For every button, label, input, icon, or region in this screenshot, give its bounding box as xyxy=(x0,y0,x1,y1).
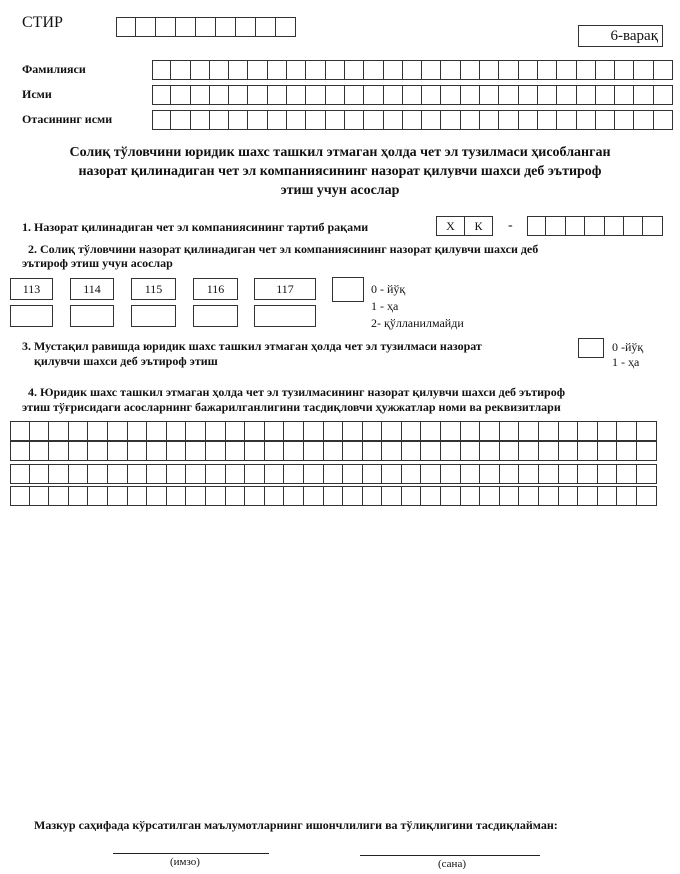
input-cell[interactable] xyxy=(500,464,520,484)
input-cell[interactable] xyxy=(637,486,657,506)
input-cell[interactable] xyxy=(598,441,618,461)
input-cell[interactable] xyxy=(108,441,128,461)
form-title-line-2: назорат қилинадиган чет эл компаниясининг назорат қилувчи шахси деб эътироф xyxy=(78,164,602,179)
input-cell[interactable] xyxy=(461,85,480,105)
input-cell[interactable] xyxy=(615,60,634,80)
input-cell[interactable] xyxy=(559,421,579,441)
input-cell[interactable] xyxy=(49,464,69,484)
input-cell[interactable] xyxy=(461,421,481,441)
input-cell[interactable] xyxy=(304,486,324,506)
input-cell[interactable] xyxy=(461,60,480,80)
input-cell[interactable] xyxy=(167,421,187,441)
input-cell[interactable] xyxy=(69,441,89,461)
input-cell[interactable] xyxy=(265,441,285,461)
input-cell[interactable] xyxy=(248,110,267,130)
input-cell[interactable] xyxy=(245,421,265,441)
input-cell[interactable] xyxy=(557,110,576,130)
input-cell[interactable] xyxy=(624,216,643,236)
prefix-cell-x xyxy=(436,216,465,236)
input-cell[interactable] xyxy=(206,441,226,461)
input-cell[interactable] xyxy=(326,60,345,80)
input-cell[interactable] xyxy=(637,464,657,484)
input-cell[interactable] xyxy=(363,421,383,441)
input-cell[interactable] xyxy=(191,110,210,130)
form-title-line-3: этиш учун асослар xyxy=(280,183,400,198)
input-cell[interactable] xyxy=(403,110,422,130)
input-cell[interactable] xyxy=(402,486,422,506)
input-cell[interactable] xyxy=(147,421,167,441)
input-cell[interactable] xyxy=(345,85,364,105)
input-cell[interactable] xyxy=(49,421,69,441)
confirmation-text: Мазкур саҳифада кўрсатилган маълумотларнинг ишончлилиги ва тўлиқлигини тасдиқлайман: xyxy=(34,818,558,832)
input-cell[interactable] xyxy=(216,17,236,37)
section-2-legend-0: 0 - йўқ xyxy=(371,282,406,296)
input-cell[interactable] xyxy=(441,464,461,484)
input-cell[interactable] xyxy=(596,85,615,105)
section-2-legend-2: 2- қўлланилмайди xyxy=(371,316,464,330)
input-cell[interactable] xyxy=(538,85,557,105)
input-cell[interactable] xyxy=(210,85,229,105)
input-cell[interactable] xyxy=(186,441,206,461)
surname-label: Фамилияси xyxy=(22,62,86,76)
input-cell[interactable] xyxy=(186,464,206,484)
input-cell[interactable] xyxy=(382,421,402,441)
input-cell[interactable] xyxy=(226,464,246,484)
input-cell[interactable] xyxy=(128,486,148,506)
section-4-label-line-2: этиш тўғрисидаги асосларнинг бажарилганлигини тасдиқловчи ҳужжатлар номи ва реквизитлари xyxy=(22,400,561,414)
input-cell[interactable] xyxy=(585,216,604,236)
section-3-label-line-1: 3. Мустақил равишда юридик шахс ташкил этмаган ҳолда чет эл тузилмаси назорат xyxy=(22,339,482,353)
input-cell[interactable] xyxy=(499,110,518,130)
input-cell[interactable] xyxy=(480,441,500,461)
input-cell[interactable] xyxy=(343,421,363,441)
input-cell[interactable] xyxy=(519,110,538,130)
section-3-legend-0: 0 -йўқ xyxy=(612,340,644,354)
input-cell[interactable] xyxy=(343,486,363,506)
input-cell[interactable] xyxy=(324,486,344,506)
input-cell[interactable] xyxy=(461,441,481,461)
input-cell[interactable] xyxy=(304,441,324,461)
code-113-value[interactable] xyxy=(10,305,53,327)
input-cell[interactable] xyxy=(519,464,539,484)
input-cell[interactable] xyxy=(615,110,634,130)
input-cell[interactable] xyxy=(617,464,637,484)
input-cell[interactable] xyxy=(461,464,481,484)
input-cell[interactable] xyxy=(500,486,520,506)
surname-field[interactable] xyxy=(152,60,673,80)
input-cell[interactable] xyxy=(382,464,402,484)
input-cell[interactable] xyxy=(499,60,518,80)
input-cell[interactable] xyxy=(248,85,267,105)
documents-row-4[interactable] xyxy=(10,486,657,506)
section-2-label-line-2: эътироф этиш учун асослар xyxy=(22,256,173,270)
code-115-text: 115 xyxy=(144,281,163,296)
input-cell[interactable] xyxy=(88,486,108,506)
input-cell[interactable] xyxy=(226,486,246,506)
input-cell[interactable] xyxy=(637,421,657,441)
serial-number-field[interactable] xyxy=(527,216,663,236)
input-cell[interactable] xyxy=(441,85,460,105)
section-2-answer-box[interactable] xyxy=(332,277,364,302)
input-cell[interactable] xyxy=(615,85,634,105)
input-cell[interactable] xyxy=(519,421,539,441)
input-cell[interactable] xyxy=(10,421,30,441)
input-cell[interactable] xyxy=(30,421,50,441)
input-cell[interactable] xyxy=(324,441,344,461)
input-cell[interactable] xyxy=(402,441,422,461)
input-cell[interactable] xyxy=(538,60,557,80)
input-cell[interactable] xyxy=(557,60,576,80)
input-cell[interactable] xyxy=(617,421,637,441)
input-cell[interactable] xyxy=(108,421,128,441)
input-cell[interactable] xyxy=(382,486,402,506)
input-cell[interactable] xyxy=(30,464,50,484)
input-cell[interactable] xyxy=(654,85,673,105)
code-114-text: 114 xyxy=(83,281,101,296)
input-cell[interactable] xyxy=(363,441,383,461)
input-cell[interactable] xyxy=(156,17,176,37)
input-cell[interactable] xyxy=(539,486,559,506)
input-cell[interactable] xyxy=(577,110,596,130)
code-114-value[interactable] xyxy=(70,305,114,327)
input-cell[interactable] xyxy=(578,486,598,506)
input-cell[interactable] xyxy=(147,441,167,461)
input-cell[interactable] xyxy=(519,85,538,105)
input-cell[interactable] xyxy=(539,441,559,461)
input-cell[interactable] xyxy=(421,486,441,506)
input-cell[interactable] xyxy=(167,441,187,461)
input-cell[interactable] xyxy=(245,464,265,484)
input-cell[interactable] xyxy=(480,60,499,80)
input-cell[interactable] xyxy=(557,85,576,105)
input-cell[interactable] xyxy=(403,60,422,80)
code-115-value[interactable] xyxy=(131,305,176,327)
input-cell[interactable] xyxy=(598,486,618,506)
input-cell[interactable] xyxy=(363,464,383,484)
date-caption: (сана) xyxy=(438,858,466,870)
input-cell[interactable] xyxy=(403,85,422,105)
documents-row-2[interactable] xyxy=(10,441,657,461)
section-4-label-line-1: 4. Юридик шахс ташкил этмаган ҳолда чет эл тузилмасининг назорат қилувчи шахси деб эътироф xyxy=(28,385,566,399)
input-cell[interactable] xyxy=(500,421,520,441)
input-cell[interactable] xyxy=(276,17,296,37)
documents-row-3[interactable] xyxy=(10,464,657,484)
input-cell[interactable] xyxy=(343,464,363,484)
input-cell[interactable] xyxy=(605,216,624,236)
input-cell[interactable] xyxy=(245,486,265,506)
input-cell[interactable] xyxy=(287,110,306,130)
input-cell[interactable] xyxy=(539,464,559,484)
input-cell[interactable] xyxy=(422,110,441,130)
input-cell[interactable] xyxy=(10,441,30,461)
input-cell[interactable] xyxy=(88,464,108,484)
patronymic-field[interactable] xyxy=(152,110,673,130)
prefix-cell-k-text: К xyxy=(474,218,483,233)
input-cell[interactable] xyxy=(578,464,598,484)
input-cell[interactable] xyxy=(229,85,248,105)
input-cell[interactable] xyxy=(566,216,585,236)
input-cell[interactable] xyxy=(527,216,546,236)
input-cell[interactable] xyxy=(441,486,461,506)
input-cell[interactable] xyxy=(236,17,256,37)
input-cell[interactable] xyxy=(324,464,344,484)
input-cell[interactable] xyxy=(326,85,345,105)
input-cell[interactable] xyxy=(559,464,579,484)
input-cell[interactable] xyxy=(441,60,460,80)
input-cell[interactable] xyxy=(210,60,229,80)
input-cell[interactable] xyxy=(88,441,108,461)
form-title-line-1: Солиқ тўловчини юридик шахс ташкил этмаган ҳолда чет эл тузилмаси ҳисобланган xyxy=(69,145,611,160)
input-cell[interactable] xyxy=(256,17,276,37)
input-cell[interactable] xyxy=(421,421,441,441)
input-cell[interactable] xyxy=(49,486,69,506)
input-cell[interactable] xyxy=(654,110,673,130)
input-cell[interactable] xyxy=(186,421,206,441)
input-cell[interactable] xyxy=(167,464,187,484)
code-116-text: 116 xyxy=(206,281,225,296)
input-cell[interactable] xyxy=(284,421,304,441)
input-cell[interactable] xyxy=(30,486,50,506)
section-3-answer-box[interactable] xyxy=(578,338,604,358)
input-cell[interactable] xyxy=(147,486,167,506)
input-cell[interactable] xyxy=(306,85,325,105)
input-cell[interactable] xyxy=(229,60,248,80)
input-cell[interactable] xyxy=(152,60,171,80)
input-cell[interactable] xyxy=(480,110,499,130)
input-cell[interactable] xyxy=(480,464,500,484)
section-2-label-line-1: 2. Солиқ тўловчини назорат қилинадиган чет эл компаниясининг назорат қилувчи шахси деб xyxy=(28,242,539,256)
prefix-cell-k xyxy=(464,216,493,236)
input-cell[interactable] xyxy=(422,85,441,105)
input-cell[interactable] xyxy=(191,85,210,105)
input-cell[interactable] xyxy=(136,17,156,37)
input-cell[interactable] xyxy=(345,60,364,80)
input-cell[interactable] xyxy=(384,60,403,80)
input-cell[interactable] xyxy=(268,60,287,80)
code-117-value[interactable] xyxy=(254,305,316,327)
input-cell[interactable] xyxy=(634,60,653,80)
input-cell[interactable] xyxy=(546,216,565,236)
input-cell[interactable] xyxy=(69,486,89,506)
input-cell[interactable] xyxy=(226,421,246,441)
input-cell[interactable] xyxy=(265,421,285,441)
input-cell[interactable] xyxy=(30,441,50,461)
input-cell[interactable] xyxy=(364,85,383,105)
input-cell[interactable] xyxy=(654,60,673,80)
input-cell[interactable] xyxy=(422,60,441,80)
input-cell[interactable] xyxy=(108,486,128,506)
input-cell[interactable] xyxy=(171,60,190,80)
input-cell[interactable] xyxy=(364,60,383,80)
input-cell[interactable] xyxy=(268,85,287,105)
input-cell[interactable] xyxy=(637,441,657,461)
input-cell[interactable] xyxy=(304,464,324,484)
input-cell[interactable] xyxy=(324,421,344,441)
input-cell[interactable] xyxy=(421,441,441,461)
name-field[interactable] xyxy=(152,85,673,105)
input-cell[interactable] xyxy=(345,110,364,130)
input-cell[interactable] xyxy=(268,110,287,130)
input-cell[interactable] xyxy=(10,486,30,506)
code-117-label xyxy=(254,278,316,300)
input-cell[interactable] xyxy=(229,110,248,130)
input-cell[interactable] xyxy=(461,110,480,130)
input-cell[interactable] xyxy=(196,17,216,37)
input-cell[interactable] xyxy=(598,421,618,441)
input-cell[interactable] xyxy=(10,464,30,484)
input-cell[interactable] xyxy=(284,441,304,461)
input-cell[interactable] xyxy=(480,85,499,105)
patronymic-label: Отасининг исми xyxy=(22,112,113,126)
input-cell[interactable] xyxy=(499,85,518,105)
input-cell[interactable] xyxy=(441,110,460,130)
input-cell[interactable] xyxy=(206,464,226,484)
input-cell[interactable] xyxy=(265,464,285,484)
input-cell[interactable] xyxy=(171,110,190,130)
signature-line[interactable] xyxy=(113,853,269,854)
input-cell[interactable] xyxy=(265,486,285,506)
input-cell[interactable] xyxy=(480,421,500,441)
code-115-label xyxy=(131,278,176,300)
input-cell[interactable] xyxy=(577,85,596,105)
section-1-label: 1. Назорат қилинадиган чет эл компаниясининг тартиб рақами xyxy=(22,220,369,234)
input-cell[interactable] xyxy=(128,464,148,484)
input-cell[interactable] xyxy=(108,464,128,484)
input-cell[interactable] xyxy=(382,441,402,461)
input-cell[interactable] xyxy=(152,110,171,130)
input-cell[interactable] xyxy=(480,486,500,506)
input-cell[interactable] xyxy=(364,110,383,130)
input-cell[interactable] xyxy=(402,421,422,441)
input-cell[interactable] xyxy=(539,421,559,441)
sheet-number-box xyxy=(578,25,663,47)
input-cell[interactable] xyxy=(206,486,226,506)
input-cell[interactable] xyxy=(152,85,171,105)
input-cell[interactable] xyxy=(384,85,403,105)
input-cell[interactable] xyxy=(304,421,324,441)
section-3-legend-1: 1 - ҳа xyxy=(612,355,640,369)
documents-row-1[interactable] xyxy=(10,421,657,441)
input-cell[interactable] xyxy=(596,110,615,130)
section-3-label-line-2: қилувчи шахси деб эътироф этиш xyxy=(34,354,218,368)
input-cell[interactable] xyxy=(577,60,596,80)
input-cell[interactable] xyxy=(206,421,226,441)
input-cell[interactable] xyxy=(538,110,557,130)
input-cell[interactable] xyxy=(69,421,89,441)
input-cell[interactable] xyxy=(441,441,461,461)
input-cell[interactable] xyxy=(617,486,637,506)
input-cell[interactable] xyxy=(191,60,210,80)
date-line[interactable] xyxy=(360,855,540,856)
input-cell[interactable] xyxy=(248,60,267,80)
input-cell[interactable] xyxy=(384,110,403,130)
input-cell[interactable] xyxy=(226,441,246,461)
input-cell[interactable] xyxy=(284,464,304,484)
input-cell[interactable] xyxy=(326,110,345,130)
input-cell[interactable] xyxy=(287,60,306,80)
signature-caption: (имзо) xyxy=(170,856,200,868)
input-cell[interactable] xyxy=(128,441,148,461)
code-113-text: 113 xyxy=(22,281,41,296)
input-cell[interactable] xyxy=(128,421,148,441)
input-cell[interactable] xyxy=(617,441,637,461)
input-cell[interactable] xyxy=(306,110,325,130)
code-117-text: 117 xyxy=(276,281,294,296)
code-113-label xyxy=(10,278,53,300)
stir-label: СТИР xyxy=(22,14,63,31)
input-cell[interactable] xyxy=(578,421,598,441)
input-cell[interactable] xyxy=(596,60,615,80)
input-cell[interactable] xyxy=(519,486,539,506)
input-cell[interactable] xyxy=(500,441,520,461)
input-cell[interactable] xyxy=(69,464,89,484)
input-cell[interactable] xyxy=(519,441,539,461)
input-cell[interactable] xyxy=(598,464,618,484)
input-cell[interactable] xyxy=(643,216,662,236)
input-cell[interactable] xyxy=(441,421,461,441)
input-cell[interactable] xyxy=(578,441,598,461)
input-cell[interactable] xyxy=(245,441,265,461)
input-cell[interactable] xyxy=(116,17,136,37)
input-cell[interactable] xyxy=(421,464,441,484)
input-cell[interactable] xyxy=(402,464,422,484)
code-116-label xyxy=(193,278,238,300)
input-cell[interactable] xyxy=(287,85,306,105)
serial-dash: - xyxy=(508,218,513,233)
input-cell[interactable] xyxy=(49,441,69,461)
input-cell[interactable] xyxy=(363,486,383,506)
input-cell[interactable] xyxy=(176,17,196,37)
input-cell[interactable] xyxy=(167,486,187,506)
name-label: Исми xyxy=(22,87,52,101)
input-cell[interactable] xyxy=(171,85,190,105)
prefix-cell-x-text: Х xyxy=(446,218,455,233)
input-cell[interactable] xyxy=(147,464,167,484)
input-cell[interactable] xyxy=(634,85,653,105)
input-cell[interactable] xyxy=(343,441,363,461)
input-cell[interactable] xyxy=(88,421,108,441)
sheet-number-label: 6-варақ xyxy=(610,27,658,44)
input-cell[interactable] xyxy=(210,110,229,130)
code-114-label xyxy=(70,278,114,300)
section-2-legend-1: 1 - ҳа xyxy=(371,299,399,313)
input-cell[interactable] xyxy=(306,60,325,80)
input-cell[interactable] xyxy=(186,486,206,506)
input-cell[interactable] xyxy=(284,486,304,506)
input-cell[interactable] xyxy=(519,60,538,80)
code-116-value[interactable] xyxy=(193,305,238,327)
input-cell[interactable] xyxy=(559,486,579,506)
input-cell[interactable] xyxy=(634,110,653,130)
input-cell[interactable] xyxy=(559,441,579,461)
stir-input[interactable] xyxy=(116,17,296,37)
input-cell[interactable] xyxy=(461,486,481,506)
